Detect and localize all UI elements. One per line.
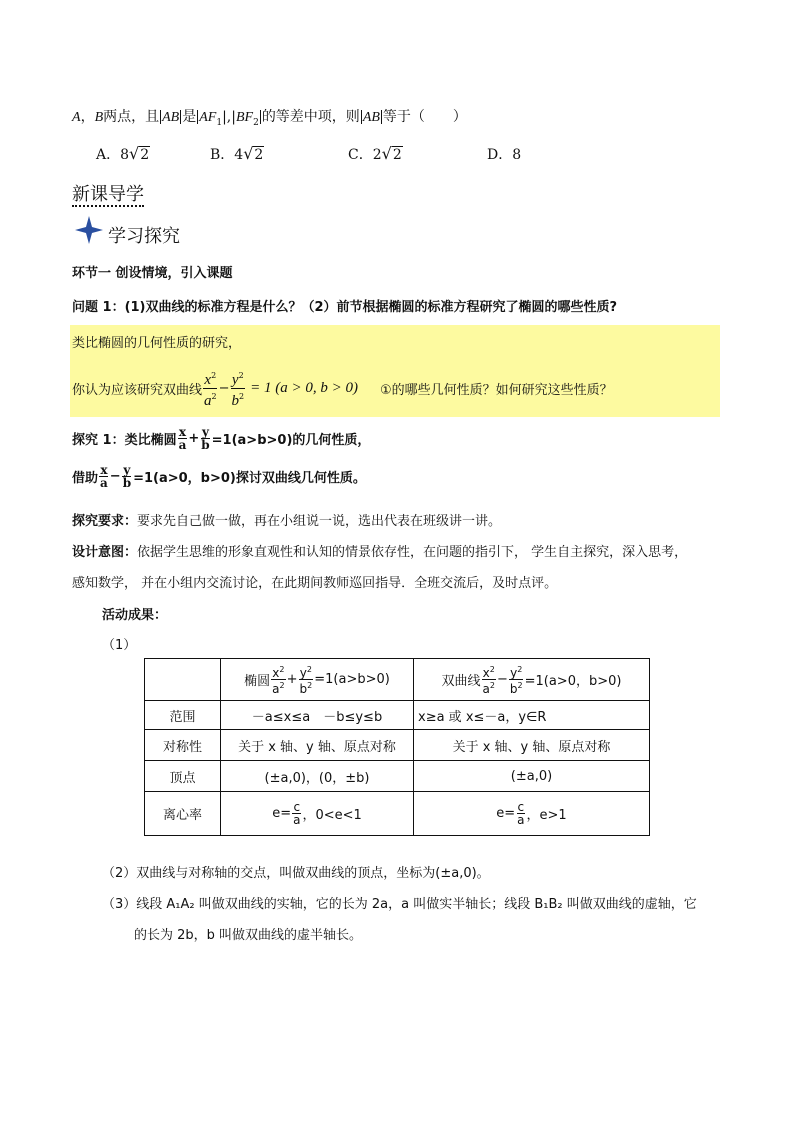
item-one-label: （1） xyxy=(102,638,137,653)
choice-c: C．2√2 xyxy=(348,144,402,163)
hyperbola-value: 关于 x 轴、y 轴、原点对称 xyxy=(414,730,650,761)
text: e= xyxy=(496,806,516,821)
text: 你认为应该研究双曲线 xyxy=(72,383,203,398)
item-three-line-1: （3）线段 A₁A₂ 叫做双曲线的实轴，它的长为 2a，a 叫做实半轴长；线段 B₁B₂ 叫做双曲线的虚轴，它 xyxy=(102,897,697,912)
text: 等于（ ） xyxy=(382,109,467,125)
text: 是 xyxy=(182,109,197,125)
hyperbola-value: (±a,0) xyxy=(414,761,650,792)
text: 探究 1：类比椭圆 xyxy=(72,433,177,448)
table-row xyxy=(145,701,650,730)
choice-label: B．4 xyxy=(210,147,244,163)
choice-label: A．8 xyxy=(96,147,130,163)
text: ，e>1 xyxy=(526,808,567,823)
fraction-y2-b2: $\frac{y^2}{b^2}$ xyxy=(231,368,246,409)
minus-sign: − xyxy=(218,381,230,396)
text: =1(a>b>0)的几何性质， xyxy=(211,433,371,448)
radicand: 2 xyxy=(392,147,402,163)
requirement-line xyxy=(72,510,501,529)
table-row xyxy=(145,792,650,836)
fraction-y2-b2: $\frac{y}{b}$ xyxy=(201,425,210,452)
text: 双曲线 xyxy=(441,674,481,689)
table-header-row xyxy=(145,659,650,701)
top-question-line xyxy=(72,106,467,128)
item-three-line-2: 的长为 2b，b 叫做双曲线的虚半轴长。 xyxy=(134,928,363,943)
section-title: 新课导学 xyxy=(72,184,144,205)
fraction-x2-a2: $\frac{x}{a}$ xyxy=(178,425,187,452)
subscript: 2 xyxy=(253,117,259,128)
row-name: 范围 xyxy=(145,701,221,730)
highlight-line-2 xyxy=(72,368,613,409)
text: =1(a>0，b>0)探讨双曲线几何性质。 xyxy=(133,471,366,486)
text: ，0<e<1 xyxy=(302,808,362,823)
choice-a: A．8√2 xyxy=(96,144,150,163)
ellipse-value: 关于 x 轴、y 轴、原点对称 xyxy=(221,730,414,761)
bf-segment: BF xyxy=(235,110,254,125)
minus-sign: − xyxy=(496,672,508,687)
plus-sign: + xyxy=(188,431,200,446)
section-study: 学习探究 xyxy=(108,226,180,247)
row-name: 离心率 xyxy=(145,792,221,836)
fraction-x2-a2: $\frac{x^2}{a^2}$ xyxy=(203,368,218,409)
text: 椭圆 xyxy=(244,674,271,689)
highlight-line-1: 类比椭圆的几何性质的研究， xyxy=(72,336,242,351)
text: 的等差中项，则 xyxy=(261,109,360,125)
fraction-c-a: $\frac{c}{a}$ xyxy=(517,800,525,827)
choice-label: C．2 xyxy=(348,147,382,163)
text: =1(a>b>0) xyxy=(314,672,390,687)
minus-sign: − xyxy=(109,469,121,484)
fraction-x2-a2: $\frac{x}{a}$ xyxy=(100,463,108,490)
text: =1(a>0，b>0) xyxy=(524,674,622,689)
row-name: 对称性 xyxy=(145,730,221,761)
question-one: 问题 1：(1)双曲线的标准方程是什么？（2）前节根据椭圆的标准方程研究了椭圆的哪些性质? xyxy=(72,300,618,315)
ab-segment: AB xyxy=(162,110,180,125)
results-label: 活动成果： xyxy=(102,608,168,623)
fraction-x2-a2: $\frac{x^2}{a^2}$ xyxy=(482,665,495,696)
text: 要求先自己做一做，再在小组说一说，选出代表在班级讲一讲。 xyxy=(137,514,502,529)
label: 探究要求： xyxy=(72,514,138,529)
text: ①的哪些几何性质？如何研究这些性质？ xyxy=(379,383,613,398)
ab-segment: AB xyxy=(362,110,380,125)
ellipse-value xyxy=(221,792,414,836)
text: 借助 xyxy=(72,471,99,486)
fraction-c-a: $\frac{c}{a}$ xyxy=(293,800,301,827)
link-one-title: 环节一 创设情境，引入课题 xyxy=(72,266,233,281)
text: e= xyxy=(272,806,292,821)
section-new-lesson xyxy=(72,180,144,206)
table-row xyxy=(145,730,650,761)
hyperbola-value xyxy=(414,792,650,836)
text: 两点，且 xyxy=(103,109,160,125)
fraction-y2-b2: $\frac{y^2}{b^2}$ xyxy=(299,665,313,696)
ellipse-value: (±a,0)，(0，±b) xyxy=(221,761,414,792)
choice-d xyxy=(487,144,521,164)
choice-b: B．4√2 xyxy=(210,144,264,163)
comparison-table xyxy=(144,658,650,836)
explore-one-line-2 xyxy=(72,464,366,489)
ellipse-value: －a≤x≤a －b≤y≤b xyxy=(221,701,414,730)
table-row xyxy=(145,761,650,792)
label: 设计意图： xyxy=(72,545,138,560)
fraction-y2-b2: $\frac{y}{b}$ xyxy=(122,463,132,490)
point-b: B xyxy=(94,110,104,125)
radicand: 2 xyxy=(254,147,264,163)
choice-label: D．8 xyxy=(487,147,522,163)
comma: ， xyxy=(80,109,95,125)
fraction-x2-a2: $\frac{x^2}{a^2}$ xyxy=(272,665,285,696)
hyperbola-value: x≥a 或 x≤－a，y∈R xyxy=(414,701,650,730)
row-name: 顶点 xyxy=(145,761,221,792)
radicand: 2 xyxy=(140,147,150,163)
table-header-hyperbola xyxy=(414,659,650,701)
separator: |,| xyxy=(222,109,236,125)
equation-rhs: = 1 (a > 0, b > 0) xyxy=(250,380,358,396)
table-cell xyxy=(145,659,221,701)
af-segment: AF xyxy=(199,110,217,125)
text: 依据学生思维的形象直观性和认知的情景依存性，在问题的指引下， 学生自主探究，深入思考， xyxy=(137,545,688,560)
point-a: A xyxy=(72,110,81,125)
design-line-2: 感知数学， 并在小组内交流讨论，在此期间教师巡回指导．全班交流后，及时点评。 xyxy=(72,576,558,591)
subscript: 1 xyxy=(216,117,223,128)
explore-one-line-1 xyxy=(72,426,370,451)
star-icon xyxy=(74,215,104,245)
design-line-1 xyxy=(72,541,687,560)
table-header-ellipse xyxy=(221,659,414,701)
plus-sign: + xyxy=(286,672,298,687)
fraction-y2-b2: $\frac{y^2}{b^2}$ xyxy=(509,665,523,696)
item-two: （2）双曲线与对称轴的交点，叫做双曲线的顶点，坐标为(±a,0)。 xyxy=(102,866,490,881)
